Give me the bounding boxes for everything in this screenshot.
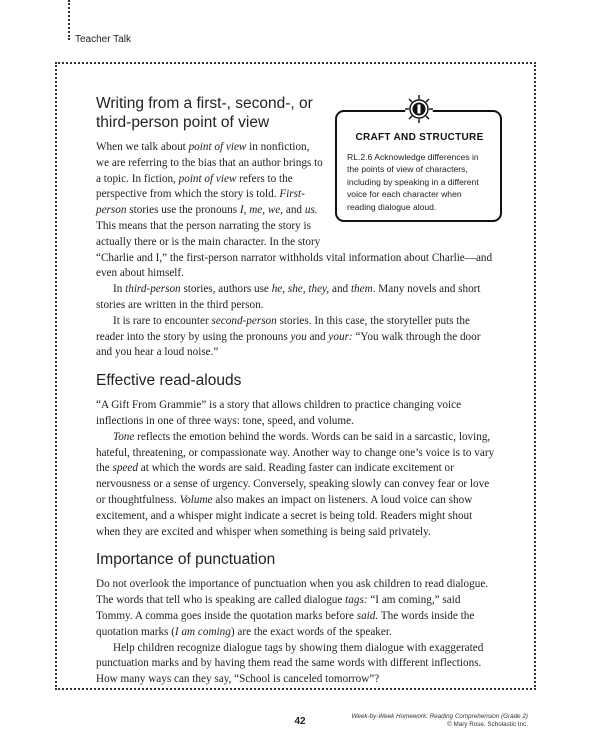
heading-punctuation: Importance of punctuation [96,551,276,569]
paragraph-read-alouds-1: “A Gift From Grammie” is a story that allows children to practice changing voice inflections in one of three ways: tone, speed, and volume. [96,399,462,427]
heading-read-alouds: Effective read-alouds [96,372,242,390]
callout-box [335,110,502,222]
paragraph-point-of-view-1: When we talk about point of view in nonfiction, we are referring to the bias that an author brings to a topic. In fiction, point of view refers to the perspective from which the story is told. First-person stories use the pronouns I, me, we, and us. This means that the person narrating the story is actually there or is the main character. In the story “Charlie and I,” the first-person narrator withholds vital information about Charlie—and even about himself. [96,141,493,280]
footer-credits [351,713,528,729]
callout-text: RL.2.6 Acknowledge differences in the points of view of characters, including by speaking in a different voice for each character when reading dialogue aloud. [347,151,479,212]
paragraph-point-of-view-3: It is rare to encounter second-person stories. In this case, the storyteller puts the reader into the story by using the pronouns you and your: “You walk through the door and you hear a loud noise.” [96,314,481,359]
paragraph-read-alouds-2: Tone reflects the emotion behind the words. Words can be said in a sarcastic, loving, hateful, threatening, or compassionate way. Another way to change one’s voice is to vary the speed at which the words are said. Reading faster can indicate excitement or nervousness or a sense of urgency. Conversely, speaking slowly can convey fear or love or thoughtfulness. Volume also makes an impact on listeners. A loud voice can show excitement, and a whisper might indicate a secret is being told. Readers might shout when they are excited and whisper when something is being said privately. [96,430,495,538]
standards-callout [335,98,502,234]
section-label: Teacher Talk [75,34,131,45]
book-title: Week-by-Week Homework: Reading Comprehension (Grade 2) [351,713,528,720]
paragraph-point-of-view-2: In third-person stories, authors use he, she, they, and them. Many novels and short stories are written in the third person. [96,283,481,311]
callout-title: CRAFT AND STRUCTURE [355,132,484,143]
page-number: 42 [294,716,306,727]
paragraph-punctuation-1: Do not overlook the importance of punctuation when you ask children to read dialogue. The words that tell who is speaking are called dialogue tags: “I am coming,” said Tommy. A comma goes inside the quotation marks before said. The words inside the quotation marks (I am coming) are the exact words of the speaker. [96,578,489,638]
standards-badge-icon [404,94,434,124]
top-dotted-rule [68,0,70,40]
paragraph-punctuation-2: Help children recognize dialogue tags by showing them dialogue with exaggerated punctuation marks and by having them read the same words with different inflections. How many ways can they say, “School is canceled tomorrow”? [96,641,484,686]
main-content [96,94,496,688]
heading-point-of-view: Writing from a first-, second-, or third-person point of view [96,95,313,131]
copyright-line: © Mary Rose, Scholastic Inc. [447,721,528,728]
